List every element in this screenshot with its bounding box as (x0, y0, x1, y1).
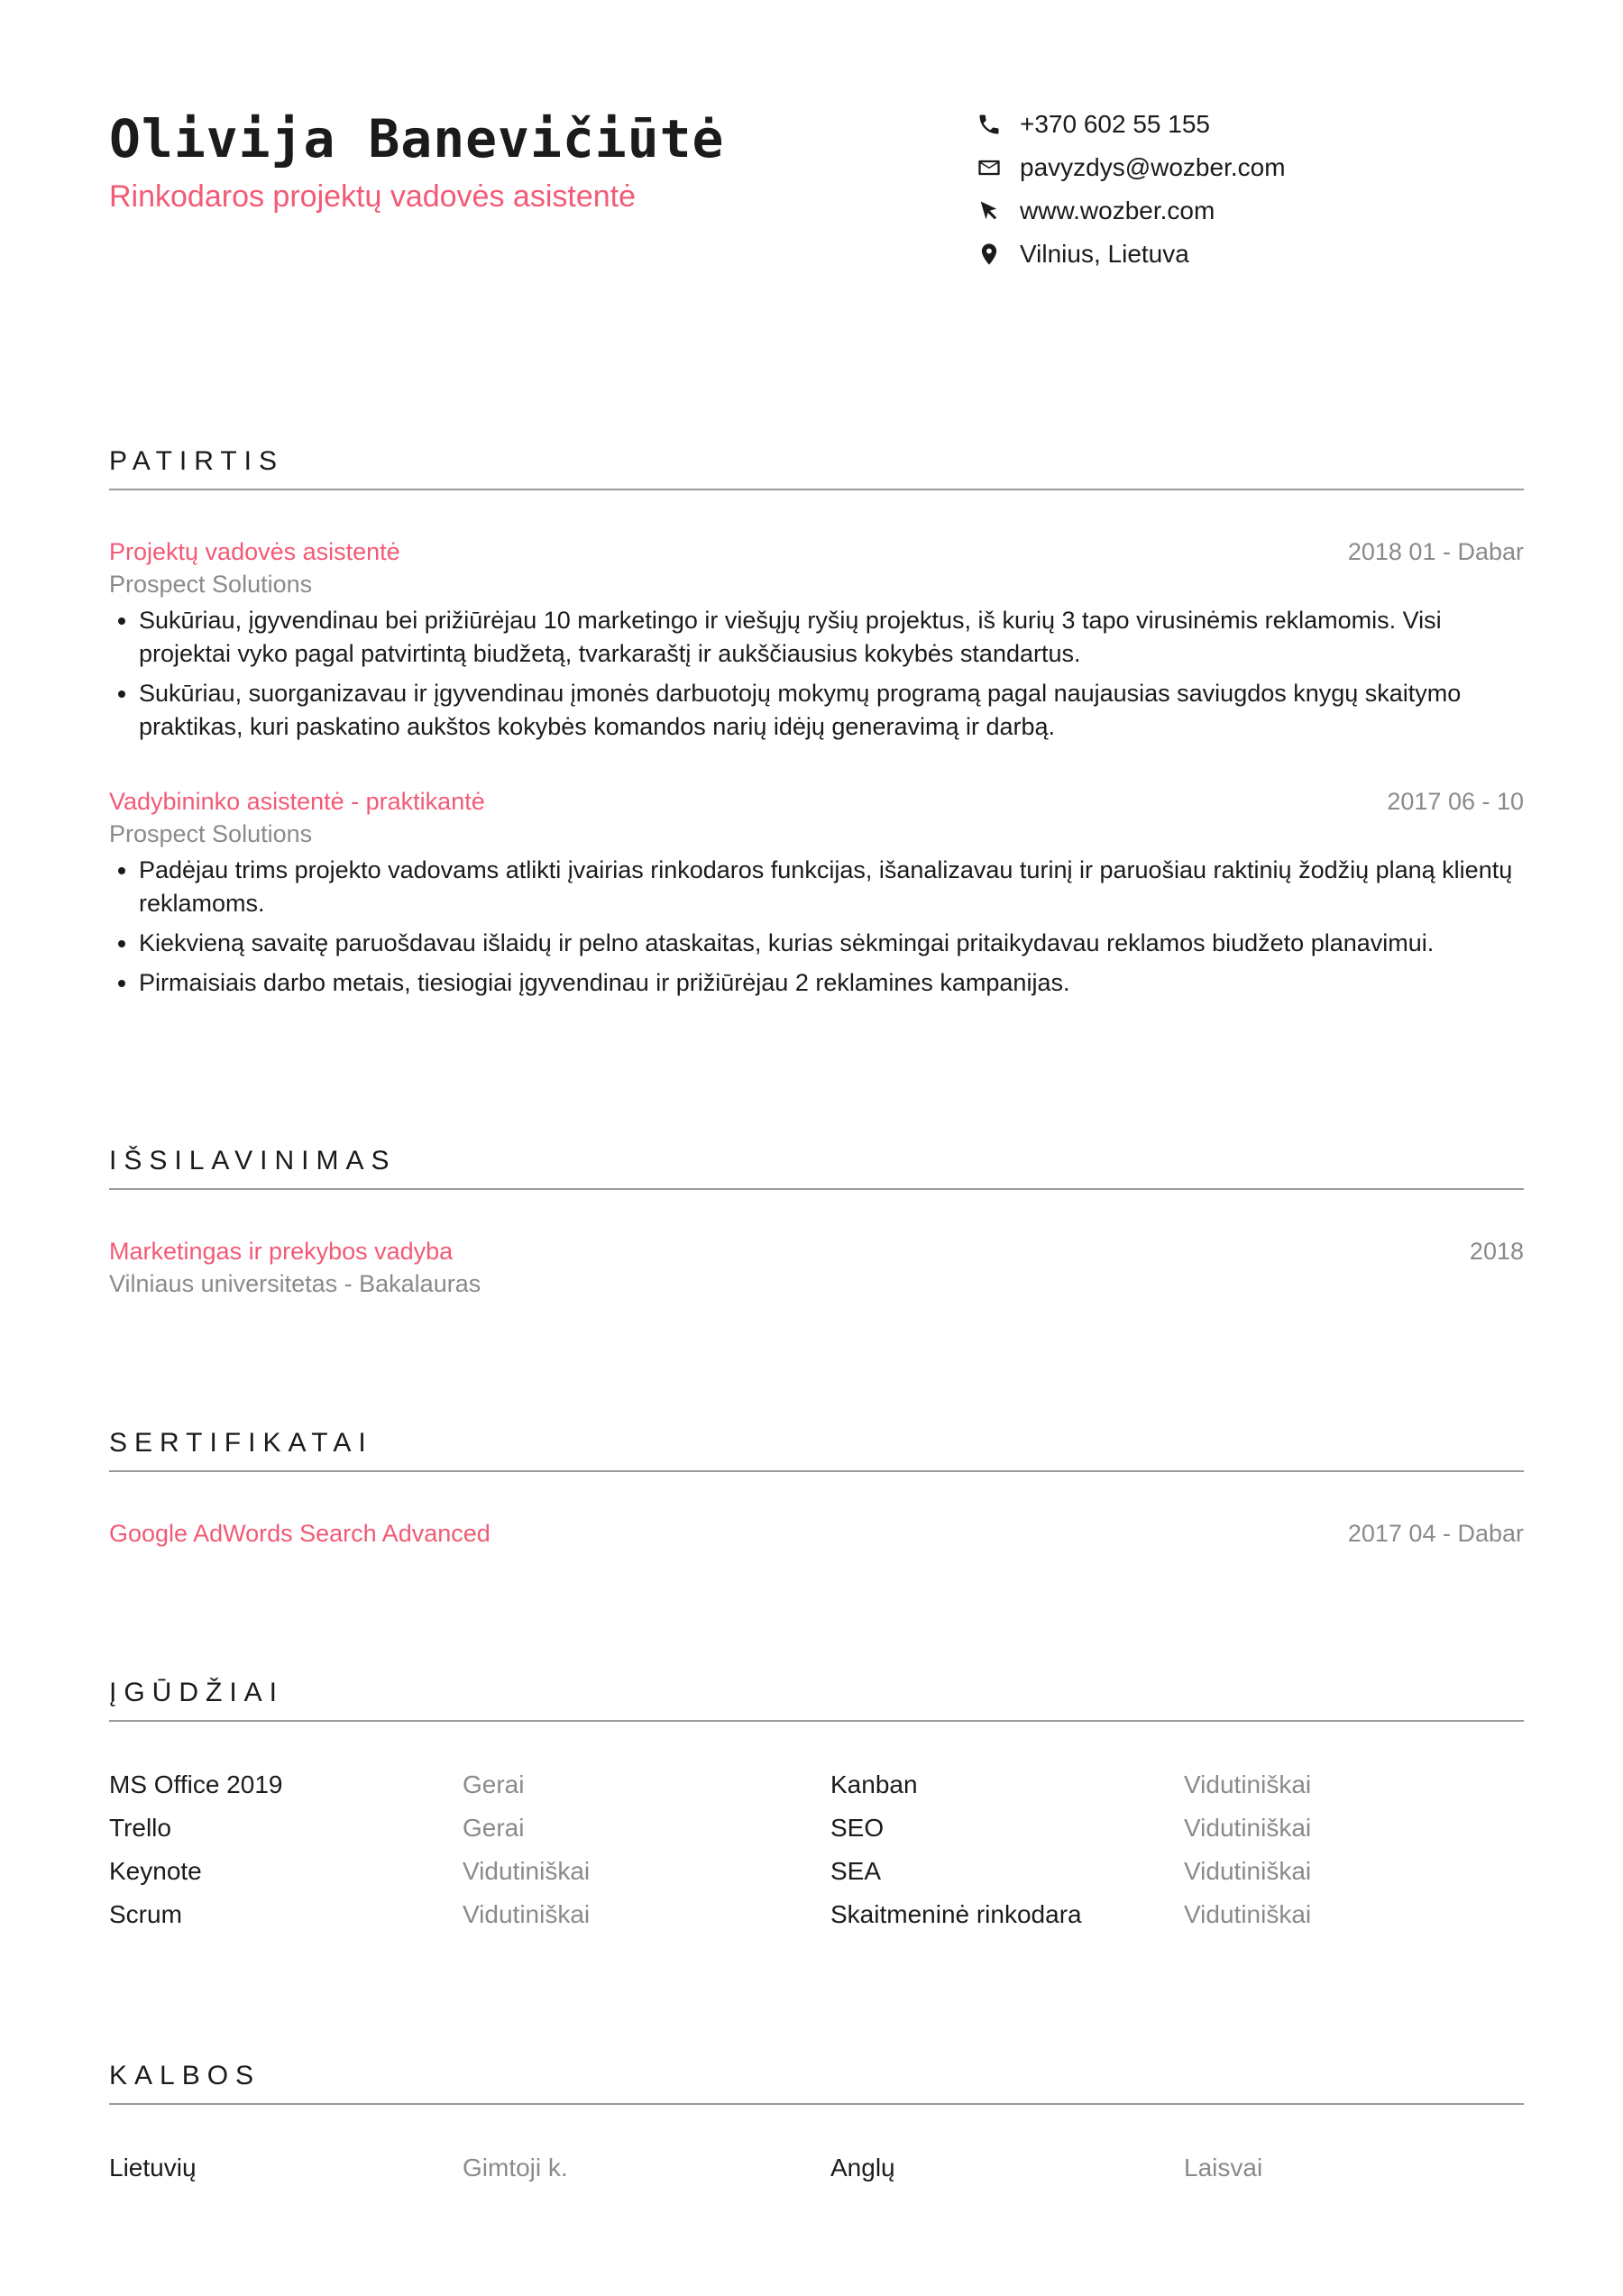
skill-name: MS Office 2019 (109, 1770, 283, 1798)
languages-grid (109, 2146, 1524, 2190)
entry-title: Google AdWords Search Advanced (109, 1520, 491, 1547)
skill-name: Kanban (830, 1770, 918, 1798)
experience-section (109, 444, 1524, 1006)
languages-heading: KALBOS (109, 2061, 261, 2090)
certificates-section (109, 1425, 1524, 1550)
section-divider (109, 1720, 1524, 1722)
contact-website-text: www.wozber.com (1020, 197, 1215, 224)
entry-company: Prospect Solutions (109, 820, 313, 847)
entry-date: 2018 01 - Dabar (1347, 538, 1524, 565)
bullet-list (109, 854, 1524, 1000)
cursor-icon (977, 198, 1002, 224)
language-level: Gimtoji k. (463, 2154, 568, 2182)
contact-phone-text: +370 602 55 155 (1020, 110, 1210, 138)
section-divider (109, 1470, 1524, 1472)
skill-name: SEA (830, 1857, 882, 1885)
skill-name: Keynote (109, 1857, 202, 1885)
certificate-entry (109, 1517, 1524, 1550)
bullet-item: • Sukūriau, suorganizavau ir įgyvendinau įmonės darbuotojų mokymų programą pagal naujausias saviugdos knygų skaitymo praktikas, kuri paskatino aukštos kokybės komandos narių idėjų generavimą ir darbą. (139, 677, 1524, 744)
language-name: Lietuvių (109, 2154, 197, 2182)
entry-company: Prospect Solutions (109, 571, 313, 598)
section-divider (109, 1188, 1524, 1190)
entry-date: 2017 06 - 10 (1387, 788, 1524, 815)
skill-level: Gerai (463, 1770, 525, 1798)
contact-location-text: Vilnius, Lietuva (1020, 240, 1189, 268)
languages-section (109, 2058, 1524, 2190)
language-level: Laisvai (1184, 2154, 1263, 2182)
education-entry (109, 1235, 1524, 1300)
contact-list (977, 103, 1518, 276)
skill-level: Gerai (463, 1814, 525, 1842)
contact-phone (977, 103, 1518, 146)
bullet-item: • Sukūriau, įgyvendinau bei prižiūrėjau 10 marketingo ir viešųjų ryšių projektus, iš kurių 3 tapo virusinėmis reklamomis. Visi projektai vyko pagal patvirtintą biudžetą, tvarkaraštį ir aukščiausius kokybės standartus. (139, 604, 1524, 671)
entry-date: 2017 04 - Dabar (1347, 1520, 1524, 1547)
bullet-list (109, 604, 1524, 744)
skill-level: Vidutiniškai (1184, 1900, 1312, 1928)
bullet-item: • Padėjau trims projekto vadovams atlikti įvairias rinkodaros funkcijas, išanalizavau turinį ir paruošiau raktinių žodžių planą klientų reklamoms. (139, 854, 1524, 920)
contact-email (977, 146, 1518, 189)
experience-heading: PATIRTIS (109, 446, 285, 476)
skill-level: Vidutiniškai (463, 1900, 591, 1928)
entry-title: Vadybininko asistentė - praktikantė (109, 788, 485, 815)
candidate-name: Olivija Banevičiūtė (109, 108, 725, 169)
bullet-item: • Kiekvieną savaitę paruošdavau išlaidų ir pelno ataskaitas, kurias sėkmingai pritaikydavau reklamos biudžeto planavimui. (139, 927, 1524, 960)
skill-name: Skaitmeninė rinkodara (830, 1900, 1082, 1928)
contact-website (977, 189, 1518, 233)
skill-level: Vidutiniškai (463, 1857, 591, 1885)
skill-level: Vidutiniškai (1184, 1857, 1312, 1885)
entry-title: Projektų vadovės asistentė (109, 538, 400, 565)
skill-name: Scrum (109, 1900, 182, 1928)
skill-name: Trello (109, 1814, 171, 1842)
certificates-heading: SERTIFIKATAI (109, 1428, 373, 1458)
skill-level: Vidutiniškai (1184, 1770, 1312, 1798)
language-name: Anglų (830, 2154, 895, 2182)
experience-entry (109, 535, 1524, 744)
education-heading: IŠSILAVINIMAS (109, 1146, 397, 1175)
skills-heading: ĮGŪDŽIAI (109, 1678, 285, 1707)
candidate-job-title: Rinkodaros projektų vadovės asistentė (109, 179, 636, 214)
education-section (109, 1143, 1524, 1300)
skills-grid (109, 1763, 1524, 1936)
skill-level: Vidutiniškai (1184, 1814, 1312, 1842)
contact-location (977, 233, 1518, 276)
location-pin-icon (977, 242, 1002, 267)
section-divider (109, 2103, 1524, 2105)
entry-school: Vilniaus universitetas - Bakalauras (109, 1270, 481, 1297)
entry-date: 2018 (1469, 1238, 1524, 1265)
skills-section (109, 1675, 1524, 1936)
skill-name: SEO (830, 1814, 885, 1842)
contact-email-text: pavyzdys@wozber.com (1020, 153, 1286, 181)
mail-icon (977, 155, 1002, 180)
entry-title: Marketingas ir prekybos vadyba (109, 1238, 454, 1265)
experience-entry (109, 785, 1524, 1000)
phone-icon (977, 112, 1002, 137)
section-divider (109, 489, 1524, 490)
bullet-item: • Pirmaisiais darbo metais, tiesiogiai įgyvendinau ir prižiūrėjau 2 reklamines kampanijas. (139, 966, 1524, 1000)
